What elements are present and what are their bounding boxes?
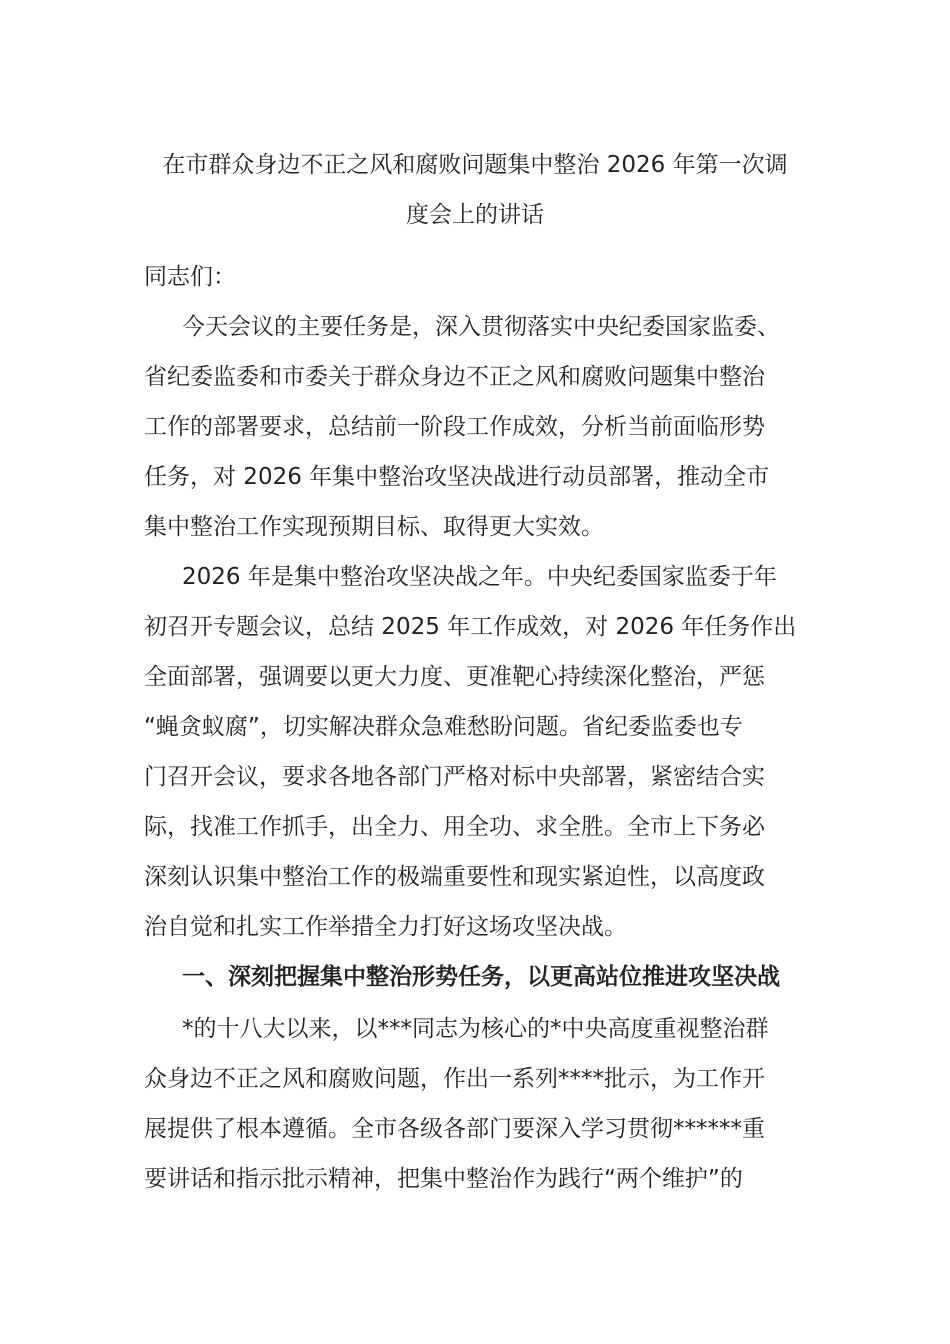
paragraph-2-line: 初召开专题会议，总结 2025 年工作成效，对 2026 年任务作出 [144, 614, 797, 640]
paragraph-2-line: “蝇贪蚁腐”，切实解决群众急难愁盼问题。省纪委监委也专 [144, 714, 743, 740]
section-paragraph-line: 展提供了根本遵循。全市各级各部门要深入学习贯彻******重 [144, 1116, 765, 1142]
section-paragraph-line: *的十八大以来，以***同志为核心的*中央高度重视整治群 [182, 1016, 769, 1042]
title-line-2: 度会上的讲话 [406, 202, 544, 228]
paragraph-1-line: 工作的部署要求，总结前一阶段工作成效，分析当前面临形势 [144, 414, 765, 440]
paragraph-1-line: 今天会议的主要任务是，深入贯彻落实中央纪委国家监委、 [182, 314, 780, 340]
paragraph-1-line: 集中整治工作实现预期目标、取得更大实效。 [144, 514, 604, 540]
paragraph-2-line: 门召开会议，要求各地各部门严格对标中央部署，紧密结合实 [144, 764, 765, 790]
document-title [120, 140, 830, 240]
paragraph-2-line: 全面部署，强调要以更大力度、更准靶心持续深化整治，严惩 [144, 664, 765, 690]
section-paragraph-line: 众身边不正之风和腐败问题，作出一系列****批示，为工作开 [144, 1066, 765, 1092]
paragraph-2-line: 治自觉和扎实工作举措全力打好这场攻坚决战。 [144, 914, 627, 940]
paragraph-1-line: 省纪委监委和市委关于群众身边不正之风和腐败问题集中整治 [144, 364, 765, 390]
paragraph-1-line: 任务，对 2026 年集中整治攻坚决战进行动员部署，推动全市 [144, 464, 770, 490]
section-paragraph-line: 要讲话和指示批示精神，把集中整治作为践行“两个维护”的 [144, 1166, 743, 1192]
section-heading: 一、深刻把握集中整治形势任务，以更高站位推进攻坚决战 [182, 964, 780, 990]
paragraph-2-line: 深刻认识集中整治工作的极端重要性和现实紧迫性，以高度政 [144, 864, 765, 890]
paragraph-2-line: 2026 年是集中整治攻坚决战之年。中央纪委国家监委于年 [182, 564, 777, 590]
title-line-1: 在市群众身边不正之风和腐败问题集中整治 2026 年第一次调 [162, 152, 788, 178]
paragraph-2-line: 际，找准工作抓手，出全力、用全功、求全胜。全市上下务必 [144, 814, 765, 840]
salutation: 同志们： [144, 264, 236, 290]
